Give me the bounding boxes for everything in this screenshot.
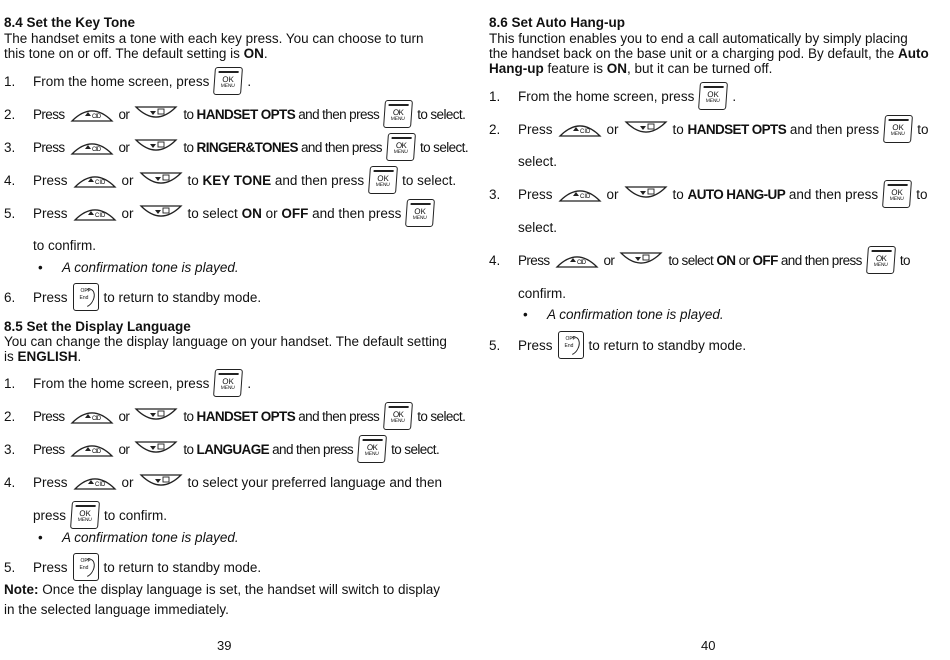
intro-line: This function enables you to end a call automatically by simply placing — [489, 31, 908, 46]
up-cid-key-icon — [73, 204, 117, 222]
section-8-4-heading: 8.4 Set the Key Tone — [4, 15, 136, 30]
step-body — [518, 115, 928, 143]
section-8-6-heading: 8.6 Set Auto Hang-up — [489, 15, 626, 30]
step-text: to AUTO HANG-UP and then press — [672, 186, 879, 202]
step-text: . — [732, 88, 737, 104]
step-text: Press — [518, 186, 553, 202]
step-continuation: select. — [518, 154, 558, 169]
step-number: 4. — [4, 474, 16, 490]
step-text: press — [33, 507, 67, 523]
step-text: Press — [33, 441, 65, 457]
ok-menu-key-icon: OK MENU — [698, 82, 728, 110]
step-text: Press — [518, 337, 553, 353]
step-text: or — [121, 474, 134, 490]
step-text: Press — [518, 252, 550, 268]
step-body — [33, 67, 251, 95]
step-text: From the home screen, press — [33, 375, 210, 391]
page-number: 40 — [701, 638, 716, 653]
intro-line: Hang-up feature is ON, but it can be turned off. — [489, 61, 773, 76]
off-end-key-icon: OFF End — [73, 553, 99, 581]
step-text: Press — [518, 121, 553, 137]
note-line: Note: Once the display language is set, the handset will switch to display — [4, 582, 440, 597]
svg-text:CID: CID — [576, 260, 586, 266]
step-text: to return to standby mode. — [588, 337, 747, 353]
step-text: Press — [33, 289, 68, 305]
ok-menu-key-icon: OK MENU — [70, 501, 100, 529]
step-number: 5. — [4, 559, 16, 575]
down-phonebook-key-icon — [134, 105, 178, 123]
step-text: to HANDSET OPTS and then press — [672, 121, 880, 137]
step-text: or — [606, 121, 619, 137]
step-body — [518, 246, 910, 274]
step-number: 4. — [489, 252, 501, 268]
up-cid-key-icon — [73, 171, 117, 189]
up-cid-key-icon — [555, 251, 599, 269]
step-text: to select ON or OFF and then press — [668, 252, 862, 268]
note-line: in the selected language immediately. — [4, 602, 229, 617]
intro-line: The handset emits a tone with each key press. You can choose to turn — [4, 31, 424, 46]
step-text: to — [917, 121, 929, 137]
step-text: or — [121, 172, 134, 188]
down-phonebook-key-icon — [624, 185, 668, 203]
step-body — [518, 180, 927, 208]
ok-menu-key-icon: OK MENU — [368, 166, 398, 194]
step-text: or — [603, 252, 615, 268]
step-body — [33, 133, 468, 161]
step-text: to KEY TONE and then press — [187, 172, 365, 188]
up-cid-key-icon — [70, 105, 114, 123]
step-body — [518, 82, 736, 110]
step-text: Press — [33, 205, 68, 221]
step-number: 3. — [489, 186, 501, 202]
svg-text:CID: CID — [91, 416, 101, 422]
intro-line: this tone on or off. The default setting is ON. — [4, 46, 268, 61]
ok-menu-key-icon: OK MENU — [357, 435, 387, 463]
step-continuation: to confirm. — [33, 238, 97, 253]
step-text: to HANDSET OPTS and then press — [183, 106, 380, 122]
step-continuation: confirm. — [518, 286, 567, 301]
step-text: to HANDSET OPTS and then press — [183, 408, 380, 424]
down-phonebook-key-icon — [134, 440, 178, 458]
step-text: Press — [33, 139, 65, 155]
svg-text:CID: CID — [94, 482, 105, 488]
down-phonebook-key-icon — [134, 407, 178, 425]
off-end-key-icon: OFF End — [558, 331, 584, 359]
down-phonebook-key-icon — [624, 120, 668, 138]
up-cid-key-icon — [70, 440, 114, 458]
up-cid-key-icon — [73, 473, 117, 491]
svg-text:CID: CID — [94, 213, 105, 219]
step-number: 5. — [489, 337, 501, 353]
down-phonebook-key-icon — [139, 204, 183, 222]
step-text: to select. — [402, 172, 457, 188]
off-end-key-icon: OFF End — [73, 283, 99, 311]
ok-menu-key-icon: OK MENU — [866, 246, 896, 274]
section-8-6-intro — [489, 31, 934, 76]
step-text: to confirm. — [104, 507, 168, 523]
step-body — [33, 166, 456, 194]
language-note — [4, 580, 440, 620]
step-body — [33, 435, 439, 463]
step-text: to RINGER&TONES and then press — [183, 139, 382, 155]
step-text: to LANGUAGE and then press — [183, 441, 354, 457]
svg-text:CID: CID — [91, 114, 101, 120]
bullet-note: • A confirmation tone is played. — [38, 260, 239, 275]
step-body — [33, 369, 251, 397]
ok-menu-key-icon: OK MENU — [383, 402, 413, 430]
bullet-note: • A confirmation tone is played. — [523, 307, 724, 322]
step-text: to select. — [417, 408, 466, 424]
step-text: Press — [33, 408, 65, 424]
step-body — [33, 199, 439, 227]
ok-menu-key-icon: OK MENU — [883, 115, 913, 143]
step-text: or — [606, 186, 619, 202]
step-text: to select. — [391, 441, 440, 457]
step-text: or — [118, 441, 130, 457]
step-text: Press — [33, 106, 65, 122]
ok-menu-key-icon: OK MENU — [213, 67, 243, 95]
step-text: . — [247, 375, 252, 391]
step-number: 1. — [4, 73, 16, 89]
ok-menu-key-icon: OK MENU — [405, 199, 435, 227]
step-text: to select ON or OFF and then press — [187, 205, 402, 221]
step-number: 6. — [4, 289, 16, 305]
page-number: 39 — [217, 638, 232, 653]
step-text: Press — [33, 172, 68, 188]
step-text: Press — [33, 559, 68, 575]
svg-text:CID: CID — [579, 129, 590, 135]
step-text: or — [121, 205, 134, 221]
step-number: 1. — [4, 375, 16, 391]
bullet-note: • A confirmation tone is played. — [38, 530, 239, 545]
step-body — [518, 331, 746, 359]
svg-text:CID: CID — [91, 147, 101, 153]
step-text: . — [247, 73, 252, 89]
step-body — [33, 473, 442, 491]
down-phonebook-key-icon — [134, 138, 178, 156]
ok-menu-key-icon: OK MENU — [213, 369, 243, 397]
step-text: or — [118, 408, 130, 424]
section-8-4-intro — [4, 31, 424, 61]
step-text: to select. — [417, 106, 466, 122]
step-number: 3. — [4, 139, 16, 155]
intro-line: is ENGLISH. — [4, 349, 82, 364]
section-8-5-intro — [4, 334, 447, 364]
step-text: or — [118, 139, 130, 155]
step-body — [33, 100, 465, 128]
step-number: 1. — [489, 88, 501, 104]
step-continuation — [33, 498, 167, 532]
ok-menu-key-icon: OK MENU — [882, 180, 912, 208]
step-text: to return to standby mode. — [103, 289, 262, 305]
down-phonebook-key-icon — [619, 251, 663, 269]
step-number: 3. — [4, 441, 16, 457]
up-cid-key-icon — [558, 185, 602, 203]
step-text: Press — [33, 474, 68, 490]
step-text: to — [916, 186, 928, 202]
up-cid-key-icon — [70, 407, 114, 425]
step-number: 2. — [4, 408, 16, 424]
up-cid-key-icon — [558, 120, 602, 138]
svg-text:CID: CID — [94, 180, 105, 186]
intro-line: You can change the display language on your handset. The default setting — [4, 334, 447, 349]
step-text: to select your preferred language and then — [187, 474, 442, 490]
svg-text:CID: CID — [91, 449, 101, 455]
down-phonebook-key-icon — [139, 171, 183, 189]
svg-text:CID: CID — [579, 194, 590, 200]
step-text: to select. — [419, 139, 468, 155]
step-text: to — [899, 252, 910, 268]
ok-menu-key-icon: OK MENU — [383, 100, 413, 128]
step-number: 2. — [489, 121, 501, 137]
step-number: 2. — [4, 106, 16, 122]
up-cid-key-icon — [70, 138, 114, 156]
step-body — [33, 402, 465, 430]
step-body — [33, 283, 261, 311]
step-text: From the home screen, press — [518, 88, 695, 104]
step-number: 4. — [4, 172, 16, 188]
step-number: 5. — [4, 205, 16, 221]
ok-menu-key-icon: OK MENU — [386, 133, 416, 161]
step-text: to return to standby mode. — [103, 559, 262, 575]
step-text: or — [118, 106, 130, 122]
step-text: From the home screen, press — [33, 73, 210, 89]
step-continuation: select. — [518, 220, 558, 235]
down-phonebook-key-icon — [139, 473, 183, 491]
section-8-5-heading: 8.5 Set the Display Language — [4, 319, 191, 334]
step-body — [33, 553, 261, 581]
intro-line: the handset back on the base unit or a charging pod. By default, the Auto — [489, 46, 929, 61]
